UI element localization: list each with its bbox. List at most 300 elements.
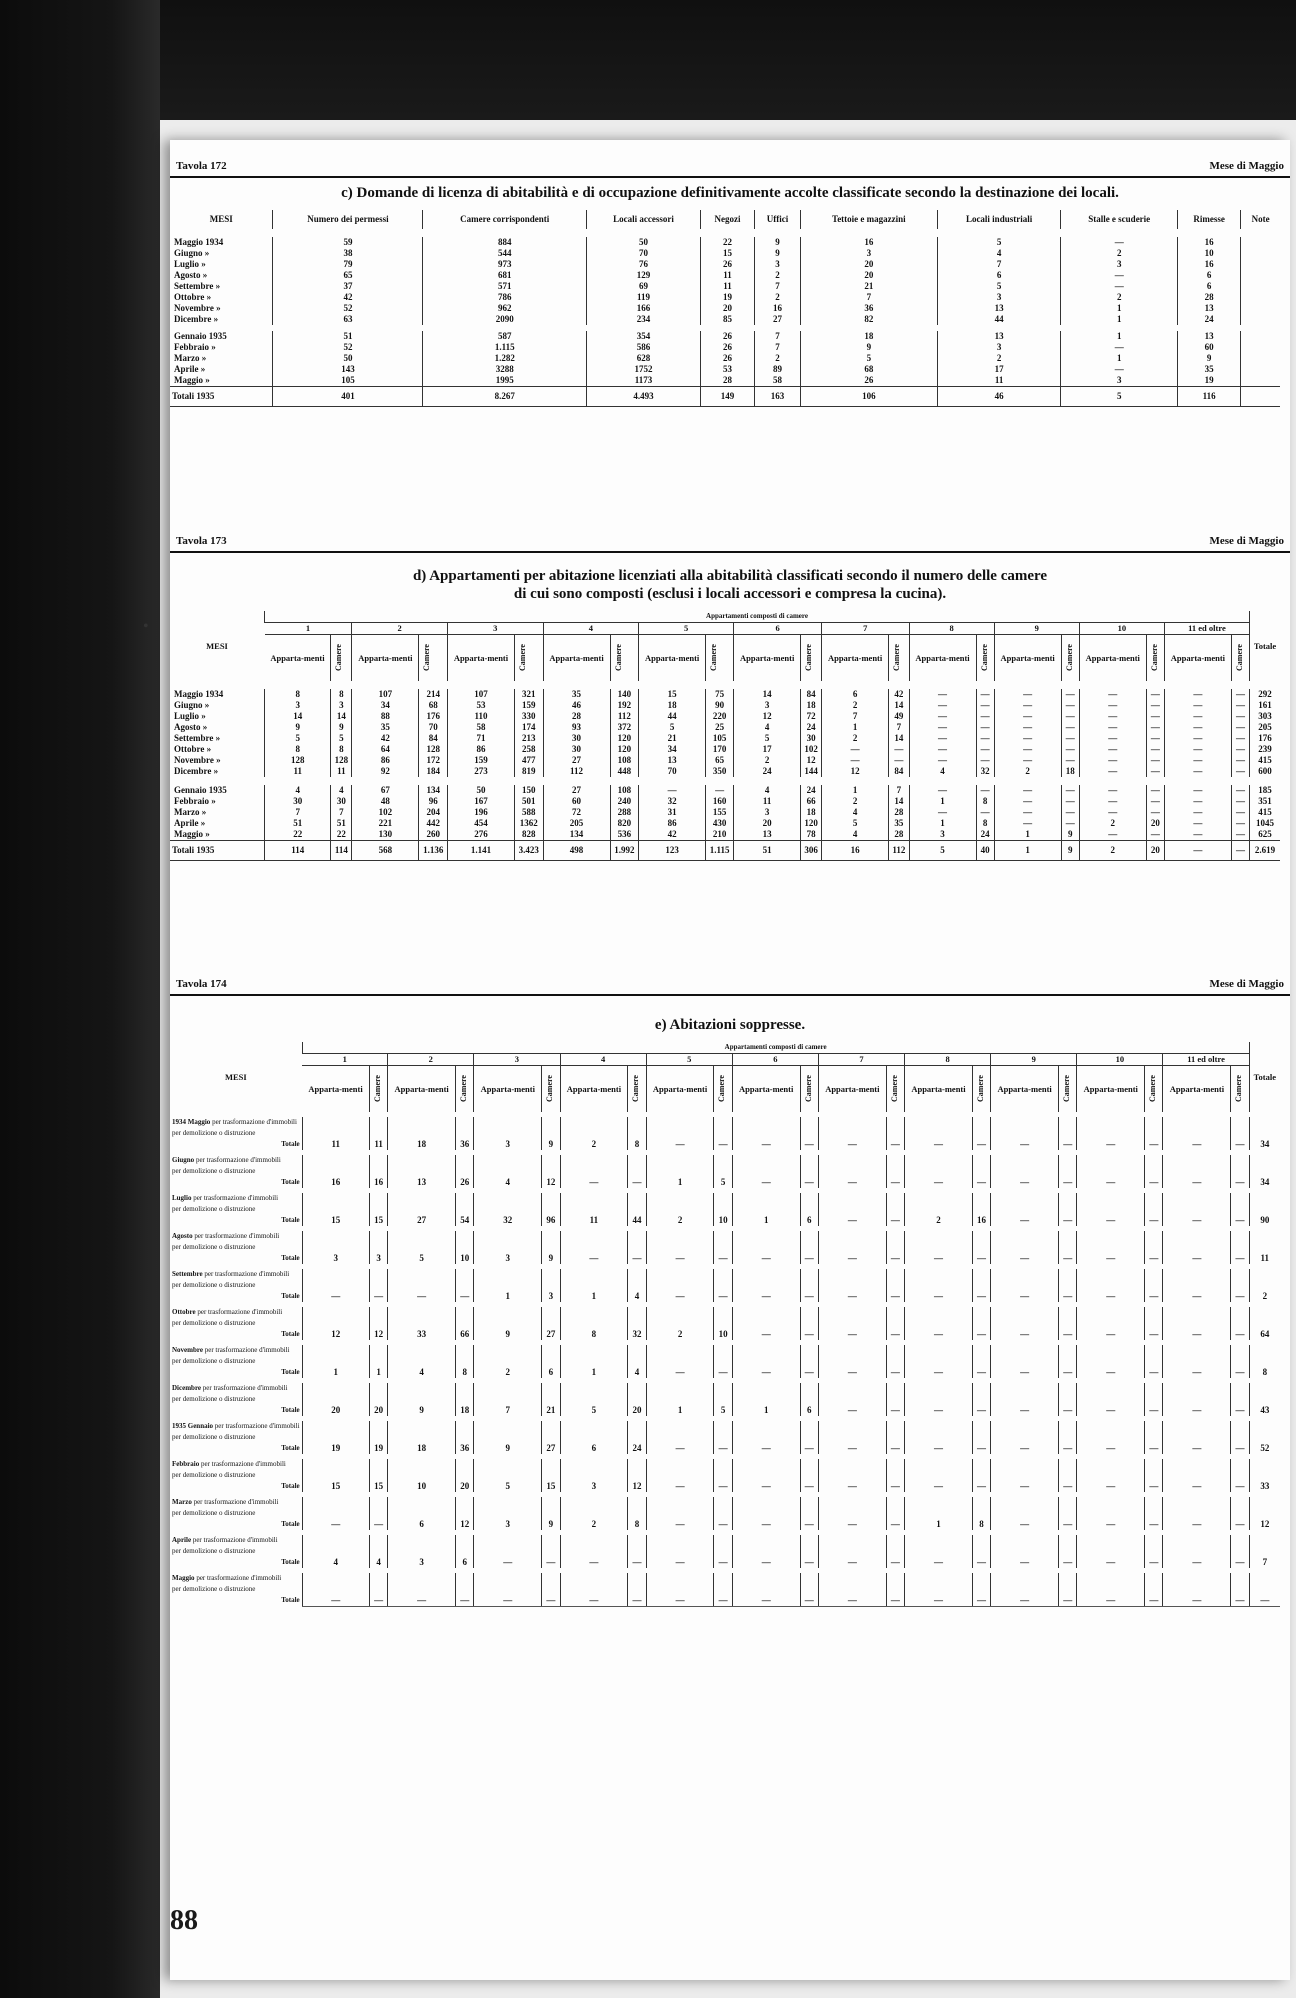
value-cell: 27 xyxy=(388,1215,456,1229)
value-cell: — xyxy=(732,1557,800,1571)
value-cell: 120 xyxy=(610,733,639,744)
month-cell: Settembre » xyxy=(174,733,221,743)
value-cell xyxy=(818,1343,886,1357)
value-cell: — xyxy=(1079,781,1146,796)
value-cell xyxy=(1059,1419,1077,1433)
value-cell xyxy=(388,1343,456,1357)
value-cell xyxy=(1077,1343,1145,1357)
rooms-subheader xyxy=(1145,1066,1163,1115)
column-header: Numero dei permessi xyxy=(273,210,423,233)
value-cell xyxy=(542,1419,560,1433)
value-cell: 5 xyxy=(937,281,1061,292)
value-cell: — xyxy=(1061,364,1177,375)
value-cell xyxy=(972,1229,990,1243)
value-cell xyxy=(1231,1318,1249,1329)
value-cell xyxy=(1163,1356,1231,1367)
total-cell: 2.619 xyxy=(1250,841,1281,861)
value-cell: — xyxy=(1077,1177,1145,1191)
value-cell xyxy=(886,1470,904,1481)
total-cell: 498 xyxy=(543,841,610,861)
value-cell xyxy=(542,1115,560,1129)
value-cell: — xyxy=(1145,1139,1163,1153)
value-cell xyxy=(369,1584,387,1595)
value-cell: 26 xyxy=(701,328,755,342)
rooms-subheader-text: Camere xyxy=(975,1075,985,1103)
value-cell: 35 xyxy=(1177,364,1240,375)
value-cell: — xyxy=(976,733,994,744)
value-cell: 196 xyxy=(447,807,514,818)
value-cell xyxy=(1059,1204,1077,1215)
value-cell: 1 xyxy=(474,1291,542,1305)
table-row xyxy=(170,818,1280,829)
value-cell: 2 xyxy=(1079,818,1146,829)
value-cell: 258 xyxy=(515,744,544,755)
value-cell xyxy=(732,1166,800,1177)
value-cell: — xyxy=(905,1139,973,1153)
room-count-header: 5 xyxy=(646,1054,732,1066)
value-cell xyxy=(972,1457,990,1471)
value-cell xyxy=(886,1305,904,1319)
month-total-row xyxy=(170,1253,1280,1267)
value-cell: — xyxy=(1079,829,1146,841)
table-174-label: Tavola 174 xyxy=(176,978,227,990)
value-cell: 9 xyxy=(542,1519,560,1533)
value-cell: 16 xyxy=(302,1177,369,1191)
value-cell xyxy=(972,1280,990,1291)
value-cell: 68 xyxy=(801,364,938,375)
value-cell xyxy=(474,1356,542,1367)
room-count-header: 6 xyxy=(734,623,822,635)
value-cell: — xyxy=(1231,1291,1249,1305)
value-cell: — xyxy=(1145,1367,1163,1381)
value-cell xyxy=(1145,1419,1163,1433)
value-cell: 15 xyxy=(639,685,706,700)
total-label: Totali 1935 xyxy=(170,841,265,861)
value-cell xyxy=(369,1419,387,1433)
month-total-row xyxy=(170,1139,1280,1153)
value-cell: 11 xyxy=(734,796,801,807)
value-cell xyxy=(474,1343,542,1357)
row-kind: per trasformazione d'immobili xyxy=(204,1346,290,1354)
value-cell xyxy=(886,1584,904,1595)
value-cell: — xyxy=(972,1139,990,1153)
table-174-title: e) Abitazioni soppresse. xyxy=(654,1017,806,1033)
value-cell: 50 xyxy=(273,353,423,364)
value-cell xyxy=(1249,1305,1280,1319)
value-cell xyxy=(302,1280,369,1291)
value-cell: — xyxy=(818,1329,886,1343)
value-cell: 1 xyxy=(732,1215,800,1229)
value-cell: — xyxy=(1145,1481,1163,1495)
value-cell xyxy=(818,1381,886,1395)
value-cell xyxy=(1249,1381,1280,1395)
value-cell: 4 xyxy=(474,1177,542,1191)
value-cell: 2 xyxy=(994,766,1061,781)
value-cell xyxy=(646,1546,714,1557)
value-cell xyxy=(905,1470,973,1481)
value-cell: — xyxy=(1163,1443,1231,1457)
value-cell xyxy=(714,1546,732,1557)
table-row xyxy=(170,766,1280,781)
value-cell xyxy=(646,1305,714,1319)
value-cell xyxy=(628,1166,646,1177)
table-row xyxy=(170,375,1280,387)
room-count-header: 1 xyxy=(302,1054,388,1066)
value-cell xyxy=(542,1229,560,1243)
table-row xyxy=(170,829,1280,841)
value-cell xyxy=(1059,1318,1077,1329)
value-cell xyxy=(369,1305,387,1319)
value-cell xyxy=(1145,1571,1163,1585)
value-cell: 53 xyxy=(447,700,514,711)
value-cell: 234 xyxy=(586,314,700,328)
value-cell xyxy=(972,1128,990,1139)
value-cell: 79 xyxy=(273,259,423,270)
value-cell: 819 xyxy=(515,766,544,781)
value-cell xyxy=(886,1115,904,1129)
value-cell xyxy=(732,1571,800,1585)
value-cell: 1 xyxy=(1061,353,1177,364)
value-cell xyxy=(1145,1280,1163,1291)
value-cell: 21 xyxy=(639,733,706,744)
value-cell: 72 xyxy=(543,807,610,818)
value-cell xyxy=(972,1508,990,1519)
value-cell: 8 xyxy=(972,1519,990,1533)
value-cell: — xyxy=(972,1367,990,1381)
value-cell: — xyxy=(1145,1177,1163,1191)
value-cell: — xyxy=(991,1367,1059,1381)
value-cell xyxy=(1249,1546,1280,1557)
value-cell xyxy=(302,1191,369,1205)
value-cell xyxy=(474,1508,542,1519)
room-count-header: 11 ed oltre xyxy=(1164,623,1249,635)
value-cell xyxy=(302,1546,369,1557)
row-label xyxy=(170,1343,302,1357)
value-cell: 24 xyxy=(628,1443,646,1457)
value-cell: 20 xyxy=(1146,818,1164,829)
value-cell: — xyxy=(905,1177,973,1191)
value-cell: 71 xyxy=(447,733,514,744)
value-cell: 16 xyxy=(801,233,938,248)
value-cell: — xyxy=(909,722,976,733)
value-cell: 34 xyxy=(1249,1139,1280,1153)
value-cell: 17 xyxy=(734,744,801,755)
value-cell xyxy=(818,1419,886,1433)
month-name: Aprile xyxy=(172,1536,192,1544)
month-name: 1934 Maggio xyxy=(172,1118,211,1126)
value-cell: 1 xyxy=(909,796,976,807)
value-cell xyxy=(1145,1191,1163,1205)
value-cell xyxy=(905,1419,973,1433)
value-cell: — xyxy=(1231,1253,1249,1267)
value-cell xyxy=(991,1204,1059,1215)
value-cell: — xyxy=(1164,807,1231,818)
table-row xyxy=(170,364,1280,375)
value-cell xyxy=(800,1229,818,1243)
value-cell xyxy=(628,1356,646,1367)
value-cell xyxy=(732,1495,800,1509)
value-cell: 64 xyxy=(1249,1329,1280,1343)
value-cell: 20 xyxy=(302,1405,369,1419)
value-cell xyxy=(886,1318,904,1329)
value-cell xyxy=(714,1495,732,1509)
value-cell xyxy=(628,1381,646,1395)
value-cell xyxy=(302,1153,369,1167)
value-cell: 9 xyxy=(331,722,352,733)
value-cell: 14 xyxy=(889,733,909,744)
value-cell: 14 xyxy=(331,711,352,722)
value-cell: 58 xyxy=(754,375,800,387)
rooms-subheader xyxy=(369,1066,387,1115)
table-174 xyxy=(170,1042,1280,1607)
value-cell: 2 xyxy=(560,1519,628,1533)
rooms-subheader-text: Camere xyxy=(613,644,623,672)
value-cell: 7 xyxy=(754,342,800,353)
value-cell xyxy=(1059,1242,1077,1253)
value-cell: — xyxy=(1146,733,1164,744)
value-cell xyxy=(1231,1381,1249,1395)
value-cell xyxy=(542,1470,560,1481)
value-cell: — xyxy=(1163,1215,1231,1229)
value-cell xyxy=(886,1533,904,1547)
value-cell: — xyxy=(994,818,1061,829)
value-cell: — xyxy=(909,807,976,818)
room-count-header: 5 xyxy=(639,623,734,635)
value-cell: — xyxy=(1061,744,1079,755)
total-cell xyxy=(1241,387,1280,407)
value-cell: — xyxy=(886,1291,904,1305)
value-cell: 214 xyxy=(419,685,448,700)
value-cell xyxy=(302,1584,369,1595)
value-cell xyxy=(1077,1457,1145,1471)
value-cell xyxy=(302,1508,369,1519)
value-cell: — xyxy=(1061,270,1177,281)
rooms-subheader-text: Camere xyxy=(1064,644,1074,672)
value-cell: — xyxy=(1231,807,1249,818)
value-cell: 4 xyxy=(734,781,801,796)
month-cell: Novembre » xyxy=(174,755,221,765)
value-cell: 19 xyxy=(369,1443,387,1457)
value-cell xyxy=(542,1267,560,1281)
value-cell xyxy=(456,1267,474,1281)
value-cell: — xyxy=(800,1177,818,1191)
value-cell xyxy=(1145,1495,1163,1509)
value-cell: — xyxy=(456,1595,474,1607)
value-cell xyxy=(714,1381,732,1395)
value-cell: — xyxy=(976,781,994,796)
value-cell xyxy=(905,1457,973,1471)
value-cell xyxy=(1059,1343,1077,1357)
value-cell xyxy=(1059,1229,1077,1243)
apartments-subheader: Apparta-menti xyxy=(734,635,801,686)
value-cell xyxy=(732,1381,800,1395)
value-cell: — xyxy=(991,1291,1059,1305)
value-cell: 9 xyxy=(388,1405,456,1419)
value-cell: 2 xyxy=(754,353,800,364)
value-cell xyxy=(714,1470,732,1481)
value-cell xyxy=(474,1546,542,1557)
total-cell: 1.136 xyxy=(419,841,448,861)
value-cell: 26 xyxy=(456,1177,474,1191)
rooms-subheader xyxy=(456,1066,474,1115)
value-cell xyxy=(732,1229,800,1243)
value-cell: 42 xyxy=(639,829,706,841)
value-cell xyxy=(542,1343,560,1357)
apartments-subheader: Apparta-menti xyxy=(474,1066,542,1115)
month-detail-row xyxy=(170,1584,1280,1595)
mesi-header: MESI xyxy=(224,1071,247,1082)
value-cell xyxy=(302,1394,369,1405)
value-cell: 1 xyxy=(560,1367,628,1381)
value-cell: 11 xyxy=(265,766,331,781)
value-cell xyxy=(456,1318,474,1329)
value-cell: 84 xyxy=(889,766,909,781)
value-cell: 15 xyxy=(542,1481,560,1495)
value-cell xyxy=(1163,1571,1231,1585)
apartments-subheader: Apparta-menti xyxy=(1079,635,1146,686)
value-cell xyxy=(388,1318,456,1329)
value-cell xyxy=(628,1584,646,1595)
row-kind: Totale xyxy=(281,1520,300,1528)
value-cell: — xyxy=(994,722,1061,733)
value-cell xyxy=(886,1508,904,1519)
value-cell: 155 xyxy=(706,807,734,818)
value-cell xyxy=(369,1153,387,1167)
value-cell: — xyxy=(976,807,994,818)
value-cell: — xyxy=(714,1367,732,1381)
value-cell xyxy=(886,1280,904,1291)
row-label xyxy=(170,1546,302,1557)
total-cell: 8.267 xyxy=(423,387,586,407)
value-cell xyxy=(818,1280,886,1291)
value-cell: — xyxy=(732,1595,800,1607)
value-cell: 32 xyxy=(639,796,706,807)
value-cell: 128 xyxy=(331,755,352,766)
value-cell: — xyxy=(818,1519,886,1533)
value-cell: — xyxy=(800,1481,818,1495)
value-cell: — xyxy=(1061,807,1079,818)
value-cell xyxy=(560,1419,628,1433)
value-cell xyxy=(732,1356,800,1367)
value-cell: 15 xyxy=(302,1481,369,1495)
value-cell xyxy=(1249,1153,1280,1167)
row-kind: Totale xyxy=(281,1292,300,1300)
value-cell: 105 xyxy=(273,375,423,387)
value-cell xyxy=(1145,1533,1163,1547)
rooms-subheader xyxy=(801,635,822,686)
value-cell xyxy=(1163,1115,1231,1129)
group-header-row xyxy=(170,611,1280,623)
value-cell: 10 xyxy=(1177,248,1240,259)
photo-dark-top-border xyxy=(0,0,1296,120)
value-cell: 7 xyxy=(801,292,938,303)
value-cell xyxy=(628,1242,646,1253)
value-cell: — xyxy=(714,1519,732,1533)
value-cell: 90 xyxy=(706,700,734,711)
value-cell xyxy=(905,1381,973,1395)
value-cell xyxy=(1059,1280,1077,1291)
value-cell: 213 xyxy=(515,733,544,744)
row-kind: per demolizione o distruzione xyxy=(172,1433,256,1441)
value-cell: — xyxy=(818,1139,886,1153)
value-cell: — xyxy=(1145,1595,1163,1607)
value-cell xyxy=(818,1432,886,1443)
value-cell: 161 xyxy=(1250,700,1281,711)
value-cell: 9 xyxy=(474,1443,542,1457)
value-cell: 176 xyxy=(419,711,448,722)
value-cell: 4 xyxy=(822,829,889,841)
value-cell xyxy=(628,1128,646,1139)
value-cell xyxy=(1163,1508,1231,1519)
value-cell: 27 xyxy=(754,314,800,328)
value-cell xyxy=(302,1318,369,1329)
value-cell xyxy=(991,1419,1059,1433)
value-cell xyxy=(369,1280,387,1291)
month-detail-row xyxy=(170,1546,1280,1557)
room-count-header: 3 xyxy=(447,623,543,635)
value-cell xyxy=(991,1115,1059,1129)
value-cell xyxy=(714,1229,732,1243)
value-cell: 42 xyxy=(889,685,909,700)
value-cell xyxy=(628,1495,646,1509)
value-cell xyxy=(800,1546,818,1557)
value-cell: — xyxy=(800,1519,818,1533)
rooms-subheader-text: Camere xyxy=(1148,1075,1158,1103)
month-cell: Dicembre » xyxy=(174,766,219,776)
value-cell: 25 xyxy=(706,722,734,733)
value-cell xyxy=(456,1280,474,1291)
row-label xyxy=(170,1367,302,1381)
value-cell xyxy=(714,1457,732,1471)
value-cell: — xyxy=(905,1443,973,1457)
value-cell xyxy=(302,1571,369,1585)
value-cell xyxy=(1249,1394,1280,1405)
value-cell xyxy=(1249,1318,1280,1329)
value-cell: 3288 xyxy=(423,364,586,375)
value-cell xyxy=(732,1280,800,1291)
value-cell xyxy=(714,1267,732,1281)
subheader-row xyxy=(170,635,1280,686)
value-cell xyxy=(646,1267,714,1281)
month-detail-row xyxy=(170,1128,1280,1139)
value-cell xyxy=(818,1305,886,1319)
rooms-subheader xyxy=(419,635,448,686)
value-cell: 3 xyxy=(474,1253,542,1267)
value-cell: 184 xyxy=(419,766,448,781)
table-row xyxy=(170,233,1280,248)
value-cell: 16 xyxy=(1177,259,1240,270)
value-cell xyxy=(388,1546,456,1557)
value-cell: 1 xyxy=(646,1405,714,1419)
month-total-row xyxy=(170,1557,1280,1571)
value-cell: 11 xyxy=(369,1139,387,1153)
value-cell: 14 xyxy=(265,711,331,722)
value-cell: — xyxy=(818,1253,886,1267)
value-cell: 4 xyxy=(265,781,331,796)
value-cell: — xyxy=(1231,733,1249,744)
value-cell: — xyxy=(972,1405,990,1419)
table-row xyxy=(170,259,1280,270)
value-cell: — xyxy=(909,700,976,711)
value-cell: — xyxy=(886,1367,904,1381)
value-cell xyxy=(628,1394,646,1405)
value-cell: — xyxy=(994,733,1061,744)
value-cell xyxy=(1077,1229,1145,1243)
value-cell xyxy=(1249,1457,1280,1471)
value-cell xyxy=(369,1128,387,1139)
value-cell xyxy=(1249,1533,1280,1547)
apartments-subheader: Apparta-menti xyxy=(1077,1066,1145,1115)
